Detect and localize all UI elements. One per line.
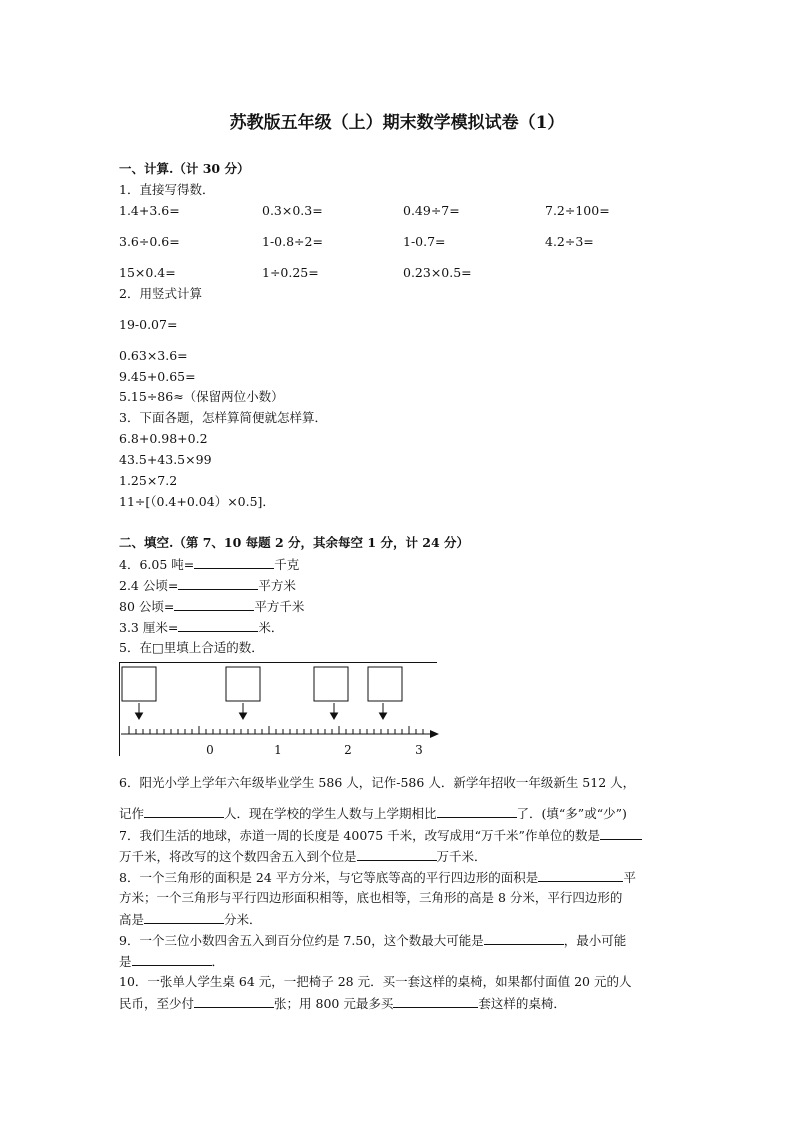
q1-item: 0.23×0.5= — [403, 265, 472, 280]
answer-blank[interactable] — [437, 805, 517, 818]
q8-text: 分米． — [224, 912, 262, 927]
tick-label: 2 — [344, 743, 352, 757]
q3-item: 43.5+43.5×99 — [119, 452, 212, 467]
answer-blank[interactable] — [174, 598, 254, 611]
q8-line-3 — [119, 911, 262, 928]
section-2-heading: 二、填空.（第 7、10 每题 2 分，其余每空 1 分，计 24 分） — [119, 535, 470, 550]
answer-box[interactable] — [368, 667, 402, 701]
q4-item — [119, 619, 283, 636]
q3-item: 6.8+0.98+0.2 — [119, 431, 208, 446]
answer-blank[interactable] — [194, 556, 274, 569]
q8-text: 高是 — [119, 912, 145, 927]
q2-label: 2．用竖式计算 — [119, 286, 202, 301]
q8-line-1 — [119, 869, 636, 886]
q3-item: 11÷[（0.4+0.04）×0.5]． — [119, 494, 275, 509]
q6-text: 记作 — [119, 806, 145, 821]
q4-text: 3.3 厘米= — [119, 620, 179, 635]
q6-line-1: 6．阳光小学上学年六年级毕业学生 586 人，记作-586 人．新学年招收一年级新生 512 人， — [119, 775, 636, 790]
arrow-head — [380, 713, 387, 719]
q1-item: 1-0.8÷2= — [262, 234, 323, 249]
answer-blank[interactable] — [393, 995, 478, 1008]
q7-text: 万千米． — [436, 849, 487, 864]
pointer-arrows — [136, 703, 387, 719]
axis-ticks — [129, 726, 423, 734]
q1-item: 1÷0.25= — [262, 265, 319, 280]
answer-blank[interactable] — [178, 619, 258, 632]
answer-blank[interactable] — [132, 953, 212, 966]
q10-text: 套这样的桌椅． — [478, 996, 566, 1011]
q2-item: 9.45+0.65= — [119, 369, 196, 384]
q5-label: 5．在□里填上合适的数． — [119, 640, 264, 655]
arrow-head — [240, 713, 247, 719]
answer-blank[interactable] — [357, 848, 437, 861]
q10-text: 民币，至少付 — [119, 996, 195, 1011]
arrow-head — [331, 713, 338, 719]
q7-text: 7．我们生活的地球，赤道一周的长度是 40075 千米，改写成用“万千米”作单位的数是 — [119, 828, 600, 843]
q8-line-2: 方米；一个三角形与平行四边形面积相等，底也相等，三角形的高是 8 分米，平行四边形的 — [119, 890, 623, 905]
q2-item: 19-0.07= — [119, 317, 178, 332]
q2-item: 5.15÷86≈（保留两位小数） — [119, 389, 284, 404]
q1-item: 1-0.7= — [403, 234, 446, 249]
q4-unit: 平方千米 — [254, 599, 305, 614]
q6-text: 人．现在学校的学生人数与上学期相比 — [224, 806, 437, 821]
answer-blank[interactable] — [144, 911, 224, 924]
q9-text: ，最小可能 — [563, 933, 627, 948]
q4-text: 80 公顷= — [119, 599, 175, 614]
q4-unit: 平方米 — [258, 578, 296, 593]
q6-line-2 — [119, 805, 627, 822]
q1-item: 0.49÷7= — [403, 203, 460, 218]
q9-text: 是 — [119, 954, 132, 969]
answer-blank[interactable] — [178, 577, 258, 590]
answer-blank[interactable] — [144, 805, 224, 818]
tick-label: 0 — [206, 743, 214, 757]
answer-box[interactable] — [226, 667, 260, 701]
answer-blank[interactable] — [194, 995, 274, 1008]
q9-text: 9．一个三位小数四舍五入到百分位约是 7.50，这个数最大可能是 — [119, 933, 484, 948]
q9-line-2 — [119, 953, 224, 970]
q10-text: 张；用 800 元最多买 — [274, 996, 394, 1011]
q1-item: 4.2÷3= — [545, 234, 594, 249]
q6-text: 了．(填“多”或“少”) — [516, 806, 627, 821]
answer-blank[interactable] — [600, 827, 642, 840]
q7-text: 万千米，将改写的这个数四舍五入到个位是 — [119, 849, 357, 864]
q10-line-2 — [119, 995, 566, 1012]
page-title: 苏教版五年级（上）期末数学模拟试卷（1） — [229, 113, 565, 133]
q4-item — [119, 598, 304, 615]
q1-item: 7.2÷100= — [545, 203, 610, 218]
q1-item: 1.4+3.6= — [119, 203, 180, 218]
q1-label: 1．直接写得数． — [119, 182, 215, 197]
q3-item: 1.25×7.2 — [119, 473, 178, 488]
q1-item: 3.6÷0.6= — [119, 234, 180, 249]
answer-box[interactable] — [122, 667, 156, 701]
q4-item — [119, 556, 299, 573]
q9-text: ． — [211, 954, 225, 969]
axis-arrowhead — [430, 730, 439, 738]
q8-text: 平 — [623, 870, 636, 885]
q4-text: 2.4 公顷= — [119, 578, 179, 593]
answer-boxes — [122, 667, 402, 701]
q4-unit: 米． — [258, 620, 284, 635]
q7-line-1 — [119, 827, 642, 844]
q9-line-1 — [119, 932, 626, 949]
q7-line-2 — [119, 848, 487, 865]
tick-label: 3 — [415, 743, 423, 757]
q3-label: 3．下面各题，怎样算简便就怎样算． — [119, 410, 327, 425]
number-line-figure — [119, 662, 441, 762]
answer-blank[interactable] — [484, 932, 564, 945]
q4-item — [119, 577, 296, 594]
tick-label: 1 — [274, 743, 282, 757]
answer-box[interactable] — [314, 667, 348, 701]
q10-line-1: 10．一张单人学生桌 64 元，一把椅子 28 元．买一套这样的桌椅，如果都付面值 20 元的人 — [119, 974, 632, 989]
q1-item: 15×0.4= — [119, 265, 176, 280]
arrow-head — [136, 713, 143, 719]
q4-text: 4．6.05 吨= — [119, 557, 195, 572]
section-1-heading: 一、计算.（计 30 分） — [119, 161, 250, 176]
q8-text: 8．一个三角形的面积是 24 平方分米，与它等底等高的平行四边形的面积是 — [119, 870, 539, 885]
answer-blank[interactable] — [538, 869, 623, 882]
q2-item: 0.63×3.6= — [119, 348, 188, 363]
q1-item: 0.3×0.3= — [262, 203, 323, 218]
q4-unit: 千克 — [274, 557, 300, 572]
